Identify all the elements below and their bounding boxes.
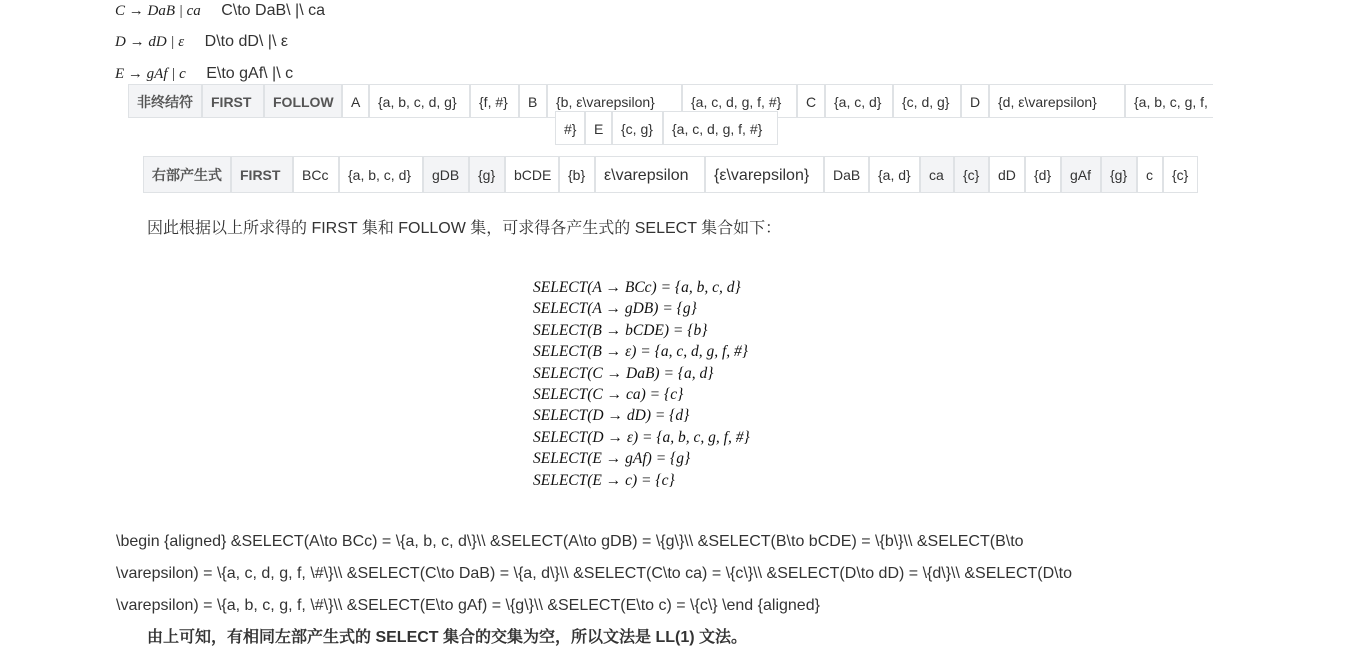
table-cell: {a, d} <box>869 156 920 193</box>
table-cell: ε\varepsilon <box>595 156 705 193</box>
table-cell: {b, ε\varepsilon} <box>547 84 682 118</box>
select-line: SELECT(A → BCc) = {a, b, c, d} <box>533 279 741 296</box>
production-raw: D\to dD\ |\ ε <box>204 33 288 50</box>
table-cell: A <box>342 84 369 118</box>
production-rendered: D → dD | ε <box>115 34 185 50</box>
select-line: SELECT(D → ε) = {a, b, c, g, f, #} <box>533 428 750 446</box>
production-raw: C\to DaB\ |\ ca <box>221 2 325 19</box>
table-cell: D <box>961 84 989 118</box>
select-equations <box>533 277 750 491</box>
production-c <box>115 0 325 25</box>
raw-latex-line: \varepsilon) = \{a, b, c, g, f, \#\}\\ &SELECT(E\to gAf) = \{g\}\\ &SELECT(E\to c) = \{c\} \end {aligned} <box>116 597 820 614</box>
select-line: SELECT(B → bCDE) = {b} <box>533 321 708 339</box>
select-line: SELECT(E → gAf) = {g} <box>533 450 691 468</box>
production-rendered: C → DaB | ca <box>115 3 201 19</box>
table-cell: {d} <box>1025 156 1061 193</box>
table-header: 右部产生式 <box>143 156 231 193</box>
table-cell: {c} <box>954 156 989 193</box>
table-cell: B <box>519 84 547 118</box>
table-cell: {c, d, g} <box>893 84 961 118</box>
select-line: SELECT(A → gDB) = {g} <box>533 300 697 318</box>
table-cell: ca <box>920 156 954 193</box>
table-cell: {g} <box>1101 156 1137 193</box>
table-header: FIRST <box>231 156 293 193</box>
table-cell: {a, b, c, d, g} <box>369 84 470 118</box>
conclusion-text: 由上可知，有相同左部产生式的 SELECT 集合的交集为空，所以文法是 LL(1) 文法。 <box>147 629 748 646</box>
intro-text: 因此根据以上所求得的 FIRST 集和 FOLLOW 集，可求得各产生式的 SELECT 集合如下： <box>147 220 782 237</box>
table-header: FIRST <box>202 84 264 118</box>
table-header: 非终结符 <box>128 84 202 118</box>
table-cell: {c} <box>1163 156 1198 193</box>
table-cell: c <box>1137 156 1163 193</box>
select-line: SELECT(B → ε) = {a, c, d, g, f, #} <box>533 343 748 361</box>
table-cell: dD <box>989 156 1025 193</box>
table-cell: BCc <box>293 156 339 193</box>
select-line: SELECT(D → dD) = {d} <box>533 407 690 425</box>
raw-latex-line: \varepsilon) = \{a, c, d, g, f, \#\}\\ &SELECT(C\to DaB) = \{a, d\}\\ &SELECT(C\to ca) = \{c\}\\ &SELECT(D\to dD) = \{d\}\\ &SELECT(D\to <box>116 565 1072 582</box>
table-cell: {c, g} <box>612 111 663 145</box>
table-cell: C <box>797 84 825 118</box>
table-header: FOLLOW <box>264 84 342 118</box>
select-line: SELECT(C → ca) = {c} <box>533 385 684 403</box>
production-rendered: E → gAf | c <box>115 66 186 82</box>
table-cell: gDB <box>423 156 469 193</box>
table-cell: {a, b, c, d} <box>339 156 423 193</box>
table-cell: DaB <box>824 156 869 193</box>
table-cell: {ε\varepsilon} <box>705 156 824 193</box>
production-raw: E\to gAf\ |\ c <box>206 65 294 82</box>
table-cell: E <box>585 111 612 145</box>
table-cell: {a, c, d, g, f, #} <box>663 111 778 145</box>
select-line: SELECT(E → c) = {c} <box>533 471 675 489</box>
table-cell: bCDE <box>505 156 559 193</box>
table-cell: {b} <box>559 156 595 193</box>
raw-latex-line: \begin {aligned} &SELECT(A\to BCc) = \{a, b, c, d\}\\ &SELECT(A\to gDB) = \{g\}\\ &SELECT(B\to bCDE) = \{b\}\\ &SELECT(B\to <box>116 533 1024 550</box>
select-line: SELECT(C → DaB) = {a, d} <box>533 364 714 382</box>
table-cell: {f, #} <box>470 84 519 118</box>
table-cell: gAf <box>1061 156 1101 193</box>
table-cell: {a, c, d} <box>825 84 893 118</box>
production-d <box>115 28 288 56</box>
table-cell: {a, b, c, g, f, <box>1125 84 1213 118</box>
table-cell: {d, ε\varepsilon} <box>989 84 1125 118</box>
table-cell: {g} <box>469 156 505 193</box>
table-cell: #} <box>555 111 585 145</box>
table-cell: {a, c, d, g, f, #} <box>682 84 797 118</box>
